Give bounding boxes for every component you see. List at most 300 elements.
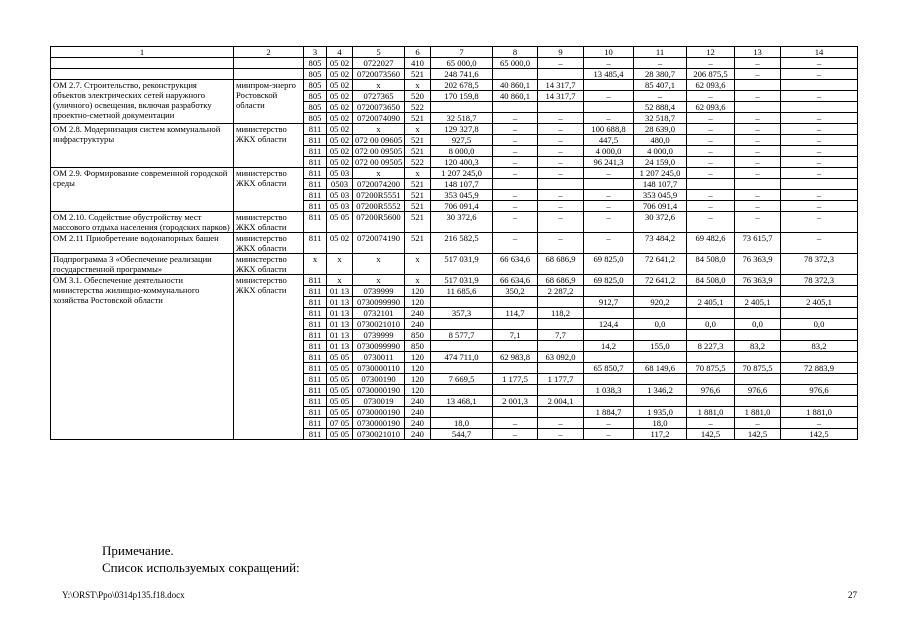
column-header: 13 xyxy=(735,47,781,58)
table-cell: 28 380,7 xyxy=(634,69,687,80)
table-cell: – xyxy=(538,113,584,124)
table-cell: 357,3 xyxy=(431,308,493,319)
table-cell xyxy=(634,308,687,319)
table-cell: 240 xyxy=(405,319,431,330)
table-cell: 1 884,7 xyxy=(584,407,634,418)
table-cell: 68 149,6 xyxy=(634,363,687,374)
table-cell: х xyxy=(405,275,431,286)
table-cell: 0720074200 xyxy=(353,179,405,190)
table-cell: 05 05 xyxy=(327,385,353,396)
table-cell: 805 xyxy=(304,113,327,124)
table-cell xyxy=(584,179,634,190)
table-cell: 72 641,2 xyxy=(634,275,687,286)
table-cell: 072 00 09505 xyxy=(353,157,405,168)
table-cell: 68 686,9 xyxy=(538,254,584,275)
table-cell: 927,5 xyxy=(431,135,493,146)
table-cell: 850 xyxy=(405,341,431,352)
table-cell: 118,2 xyxy=(538,308,584,319)
table-cell: 850 xyxy=(405,330,431,341)
table-cell: – xyxy=(781,135,858,146)
table-cell: х xyxy=(405,254,431,275)
table-cell: 05 03 xyxy=(327,190,353,201)
table-cell: 05 05 xyxy=(327,429,353,440)
table-cell: 7,1 xyxy=(493,330,538,341)
file-path: Y:\ORST\Ppo\0314p135.f18.docx xyxy=(62,590,185,600)
table-cell: 811 xyxy=(304,179,327,190)
table-cell xyxy=(735,286,781,297)
table-cell: 05 03 xyxy=(327,201,353,212)
table-cell: 240 xyxy=(405,308,431,319)
table-cell: 05 05 xyxy=(327,363,353,374)
table-cell: 05 02 xyxy=(327,146,353,157)
table-cell xyxy=(781,80,858,91)
table-cell: 69 482,6 xyxy=(687,233,735,254)
table-cell xyxy=(687,308,735,319)
table-cell: 811 xyxy=(304,212,327,233)
table-cell: 65 850,7 xyxy=(584,363,634,374)
executor-org xyxy=(234,58,304,69)
table-cell: – xyxy=(538,168,584,179)
table-cell: 350,2 xyxy=(493,286,538,297)
table-cell: – xyxy=(735,190,781,201)
table-cell: 01 13 xyxy=(327,308,353,319)
table-cell: 1 207 245,0 xyxy=(634,168,687,179)
table-cell: 07200R5551 xyxy=(353,190,405,201)
column-header: 1 xyxy=(51,47,234,58)
table-cell: 447,5 xyxy=(584,135,634,146)
table-cell: – xyxy=(493,201,538,212)
page-number: 27 xyxy=(848,590,857,600)
table-cell xyxy=(493,102,538,113)
table-cell: 811 xyxy=(304,297,327,308)
table-cell: 40 860,1 xyxy=(493,80,538,91)
table-cell xyxy=(735,330,781,341)
table-cell: 30 372,6 xyxy=(431,212,493,233)
table-cell: 07 05 xyxy=(327,418,353,429)
table-cell: – xyxy=(687,418,735,429)
table-cell: – xyxy=(634,58,687,69)
table-cell xyxy=(538,297,584,308)
table-cell xyxy=(431,102,493,113)
table-cell: 811 xyxy=(304,275,327,286)
table-cell: 0739999 xyxy=(353,286,405,297)
table-cell: 65 000,0 xyxy=(493,58,538,69)
table-cell xyxy=(781,308,858,319)
table-cell: – xyxy=(735,113,781,124)
table-cell xyxy=(781,352,858,363)
table-cell: – xyxy=(538,146,584,157)
table-cell: 148 107,7 xyxy=(634,179,687,190)
table-cell: 05 02 xyxy=(327,58,353,69)
table-cell: – xyxy=(538,58,584,69)
table-cell: 05 02 xyxy=(327,157,353,168)
table-cell: – xyxy=(493,429,538,440)
table-cell xyxy=(735,102,781,113)
table-cell: – xyxy=(735,146,781,157)
table-cell: 01 13 xyxy=(327,286,353,297)
table-cell: 76 363,9 xyxy=(735,275,781,286)
table-cell: 155,0 xyxy=(634,341,687,352)
table-cell: 1 935,0 xyxy=(634,407,687,418)
executor-org: министерство ЖКХ области xyxy=(234,168,304,212)
table-cell: 8 227,3 xyxy=(687,341,735,352)
table-cell: 1 881,0 xyxy=(735,407,781,418)
table-cell: 32 518,7 xyxy=(634,113,687,124)
table-cell: 13 485,4 xyxy=(584,69,634,80)
table-cell: 05 05 xyxy=(327,352,353,363)
table-cell: 72 641,2 xyxy=(634,254,687,275)
table-cell: 05 02 xyxy=(327,124,353,135)
table-cell xyxy=(493,385,538,396)
table-cell: 517 031,9 xyxy=(431,254,493,275)
table-cell: 0730021010 xyxy=(353,429,405,440)
table-cell: – xyxy=(584,233,634,254)
table-cell: – xyxy=(493,233,538,254)
table-cell: 0,0 xyxy=(634,319,687,330)
table-cell: – xyxy=(687,113,735,124)
table-row xyxy=(51,58,858,69)
table-cell: 73 615,7 xyxy=(735,233,781,254)
table-cell: 120 xyxy=(405,297,431,308)
table-cell: 206 875,5 xyxy=(687,69,735,80)
table-cell xyxy=(538,179,584,190)
table-cell: – xyxy=(538,135,584,146)
table-cell xyxy=(781,179,858,190)
table-cell: 1 177,7 xyxy=(538,374,584,385)
table-cell: 976,6 xyxy=(781,385,858,396)
table-cell: 0730099990 xyxy=(353,341,405,352)
table-cell: 142,5 xyxy=(687,429,735,440)
table-cell: 07300190 xyxy=(353,374,405,385)
table-cell: 805 xyxy=(304,69,327,80)
table-cell xyxy=(735,352,781,363)
table-cell: – xyxy=(781,113,858,124)
table-cell xyxy=(634,330,687,341)
column-header: 12 xyxy=(687,47,735,58)
table-cell: – xyxy=(687,168,735,179)
budget-table xyxy=(50,46,858,440)
table-cell: 811 xyxy=(304,124,327,135)
table-cell: 976,6 xyxy=(735,385,781,396)
measure-name xyxy=(51,69,234,80)
table-cell: – xyxy=(493,190,538,201)
table-cell: – xyxy=(584,168,634,179)
table-cell: – xyxy=(781,201,858,212)
table-cell: 521 xyxy=(405,201,431,212)
table-cell: 4 000,0 xyxy=(634,146,687,157)
table-cell: 522 xyxy=(405,157,431,168)
table-cell: – xyxy=(687,135,735,146)
table-cell: 05 02 xyxy=(327,113,353,124)
table-cell: 0720074090 xyxy=(353,113,405,124)
table-cell: 811 xyxy=(304,330,327,341)
table-cell: – xyxy=(781,212,858,233)
table-cell: 521 xyxy=(405,113,431,124)
table-cell: 07200R5552 xyxy=(353,201,405,212)
table-cell: 0730000190 xyxy=(353,385,405,396)
table-cell xyxy=(735,179,781,190)
table-cell: 522 xyxy=(405,102,431,113)
table-cell xyxy=(431,341,493,352)
table-cell: – xyxy=(538,233,584,254)
table-cell: 353 045,9 xyxy=(634,190,687,201)
note-title: Примечание. xyxy=(102,543,174,558)
executor-org: министерство ЖКХ области xyxy=(234,233,304,254)
table-cell: 72 883,9 xyxy=(781,363,858,374)
table-cell: – xyxy=(687,124,735,135)
table-cell: – xyxy=(687,91,735,102)
table-cell: 2 405,1 xyxy=(687,297,735,308)
table-cell: 05 05 xyxy=(327,212,353,233)
table-cell: – xyxy=(781,233,858,254)
executor-org: министерство ЖКХ области xyxy=(234,124,304,168)
table-cell xyxy=(493,69,538,80)
table-cell xyxy=(634,352,687,363)
table-cell: – xyxy=(781,418,858,429)
table-cell: 240 xyxy=(405,396,431,407)
table-cell: 811 xyxy=(304,319,327,330)
column-header: 11 xyxy=(634,47,687,58)
table-cell: 521 xyxy=(405,233,431,254)
table-cell: 14 317,7 xyxy=(538,91,584,102)
table-cell: 14 317,7 xyxy=(538,80,584,91)
column-header: 3 xyxy=(304,47,327,58)
table-cell: – xyxy=(735,124,781,135)
table-cell: 120 xyxy=(405,385,431,396)
table-cell xyxy=(781,286,858,297)
table-cell: 521 xyxy=(405,179,431,190)
table-cell: х xyxy=(353,254,405,275)
table-cell: 811 xyxy=(304,146,327,157)
table-cell: 120 xyxy=(405,286,431,297)
table-cell xyxy=(735,396,781,407)
table-cell xyxy=(493,179,538,190)
table-cell xyxy=(634,396,687,407)
column-header: 2 xyxy=(234,47,304,58)
table-cell xyxy=(493,297,538,308)
table-cell: – xyxy=(781,190,858,201)
table-cell xyxy=(781,374,858,385)
table-row xyxy=(51,80,858,91)
table-cell xyxy=(431,319,493,330)
table-cell xyxy=(538,407,584,418)
table-cell: – xyxy=(493,124,538,135)
table-cell: 811 xyxy=(304,233,327,254)
table-cell: 811 xyxy=(304,374,327,385)
table-cell xyxy=(538,341,584,352)
table-cell: 480,0 xyxy=(634,135,687,146)
table-cell xyxy=(584,308,634,319)
table-cell: 69 825,0 xyxy=(584,254,634,275)
table-cell: 18,0 xyxy=(431,418,493,429)
table-cell: 2 001,3 xyxy=(493,396,538,407)
table-cell: 01 13 xyxy=(327,341,353,352)
note xyxy=(102,542,300,576)
table-cell: 40 860,1 xyxy=(493,91,538,102)
table-cell xyxy=(431,297,493,308)
column-header: 4 xyxy=(327,47,353,58)
column-header: 9 xyxy=(538,47,584,58)
table-cell: 521 xyxy=(405,146,431,157)
table-cell: 85 407,1 xyxy=(634,80,687,91)
column-header: 14 xyxy=(781,47,858,58)
table-cell: – xyxy=(781,146,858,157)
table-cell: 0730000190 xyxy=(353,418,405,429)
table-cell: – xyxy=(493,212,538,233)
table-cell xyxy=(493,319,538,330)
table-cell: 100 688,8 xyxy=(584,124,634,135)
table-cell: 920,2 xyxy=(634,297,687,308)
executor-org: министерство ЖКХ области xyxy=(234,254,304,275)
table-cell: 805 xyxy=(304,58,327,69)
table-row xyxy=(51,212,858,233)
table-cell xyxy=(735,308,781,319)
table-cell: 129 327,8 xyxy=(431,124,493,135)
table-cell: 78 372,3 xyxy=(781,275,858,286)
table-cell xyxy=(584,102,634,113)
table-cell: 811 xyxy=(304,168,327,179)
table-cell: – xyxy=(584,190,634,201)
table-cell: 811 xyxy=(304,352,327,363)
table-cell: 24 159,0 xyxy=(634,157,687,168)
table-cell: 521 xyxy=(405,190,431,201)
measure-name xyxy=(51,58,234,69)
table-cell: 114,7 xyxy=(493,308,538,319)
table-cell: 68 686,9 xyxy=(538,275,584,286)
table-cell: 62 093,6 xyxy=(687,80,735,91)
table-cell: – xyxy=(584,418,634,429)
column-header: 8 xyxy=(493,47,538,58)
table-cell: – xyxy=(687,212,735,233)
table-cell: – xyxy=(584,429,634,440)
table-cell: 66 634,6 xyxy=(493,254,538,275)
column-header: 7 xyxy=(431,47,493,58)
table-cell xyxy=(687,352,735,363)
table-cell: 1 207 245,0 xyxy=(431,168,493,179)
table-cell xyxy=(687,396,735,407)
table-cell: 62 093,6 xyxy=(687,102,735,113)
table-cell xyxy=(687,374,735,385)
table-cell: 84 508,0 xyxy=(687,275,735,286)
table-cell: 521 xyxy=(405,212,431,233)
table-cell xyxy=(431,363,493,374)
table-cell: 811 xyxy=(304,363,327,374)
table-cell: 811 xyxy=(304,190,327,201)
measure-name: Подпрограмма 3 «Обеспечение реализации государственной программы» xyxy=(51,254,234,275)
table-cell xyxy=(584,396,634,407)
table-cell: 01 13 xyxy=(327,297,353,308)
column-header: 5 xyxy=(353,47,405,58)
table-cell: 248 741,6 xyxy=(431,69,493,80)
table-cell xyxy=(781,102,858,113)
table-cell: – xyxy=(735,91,781,102)
table-row xyxy=(51,275,858,286)
table-cell: 7,7 xyxy=(538,330,584,341)
table-cell xyxy=(735,80,781,91)
table-cell: х xyxy=(405,168,431,179)
table-cell: 811 xyxy=(304,286,327,297)
table-cell: – xyxy=(781,157,858,168)
table-cell: 353 045,9 xyxy=(431,190,493,201)
table-cell: 811 xyxy=(304,157,327,168)
table-cell xyxy=(538,69,584,80)
table-cell: 706 091,4 xyxy=(634,201,687,212)
table-cell: 96 241,3 xyxy=(584,157,634,168)
table-cell: 142,5 xyxy=(781,429,858,440)
table-cell: 120 400,3 xyxy=(431,157,493,168)
table-cell: 05 03 xyxy=(327,168,353,179)
table-cell: 120 xyxy=(405,374,431,385)
table-cell: 2 405,1 xyxy=(781,297,858,308)
table-cell: 76 363,9 xyxy=(735,254,781,275)
table-cell: 05 02 xyxy=(327,69,353,80)
table-cell: 240 xyxy=(405,429,431,440)
table-cell: х xyxy=(353,124,405,135)
table-cell xyxy=(431,407,493,418)
table-cell: 544,7 xyxy=(431,429,493,440)
table-cell: 811 xyxy=(304,429,327,440)
table-cell: 28 639,0 xyxy=(634,124,687,135)
table-cell xyxy=(634,374,687,385)
table-cell: 0739999 xyxy=(353,330,405,341)
table-cell: – xyxy=(735,135,781,146)
table-cell: – xyxy=(584,58,634,69)
table-cell: – xyxy=(735,69,781,80)
table-cell: – xyxy=(538,429,584,440)
table-cell: – xyxy=(735,212,781,233)
table-cell: 216 582,5 xyxy=(431,233,493,254)
table-cell: – xyxy=(538,212,584,233)
table-cell: 78 372,3 xyxy=(781,254,858,275)
table-cell: – xyxy=(735,168,781,179)
table-cell: 8 577,7 xyxy=(431,330,493,341)
table-cell xyxy=(735,374,781,385)
table-cell: – xyxy=(584,201,634,212)
table-cell: 521 xyxy=(405,135,431,146)
table-cell: 13 468,1 xyxy=(431,396,493,407)
table-cell: 0730021010 xyxy=(353,319,405,330)
table-cell: 0,0 xyxy=(781,319,858,330)
table-cell: 976,6 xyxy=(687,385,735,396)
table-cell: х xyxy=(327,254,353,275)
table-cell: 05 02 xyxy=(327,102,353,113)
table-cell: – xyxy=(538,201,584,212)
table-cell: 30 372,6 xyxy=(634,212,687,233)
table-cell: – xyxy=(781,58,858,69)
table-cell: – xyxy=(687,201,735,212)
table-cell: 63 092,0 xyxy=(538,352,584,363)
table-cell: 52 888,4 xyxy=(634,102,687,113)
table-cell: – xyxy=(735,201,781,212)
table-cell: 0503 xyxy=(327,179,353,190)
table-cell: 124,4 xyxy=(584,319,634,330)
table-cell xyxy=(538,363,584,374)
table-cell: 240 xyxy=(405,418,431,429)
measure-name: ОМ 2.10. Содействие обустройству мест массового отдыха населения (городских парков) xyxy=(51,212,234,233)
table-cell: 2 004,1 xyxy=(538,396,584,407)
table-cell: 62 983,8 xyxy=(493,352,538,363)
table-cell: 0,0 xyxy=(735,319,781,330)
table-cell: 83,2 xyxy=(781,341,858,352)
table-cell: х xyxy=(405,80,431,91)
executor-org xyxy=(234,69,304,80)
table-cell: 70 875,5 xyxy=(687,363,735,374)
table-cell: 18,0 xyxy=(634,418,687,429)
table-cell: 202 678,5 xyxy=(431,80,493,91)
table-cell: – xyxy=(781,168,858,179)
table-cell: – xyxy=(493,157,538,168)
executor-org: минпром-энерго Ростовской области xyxy=(234,80,304,124)
